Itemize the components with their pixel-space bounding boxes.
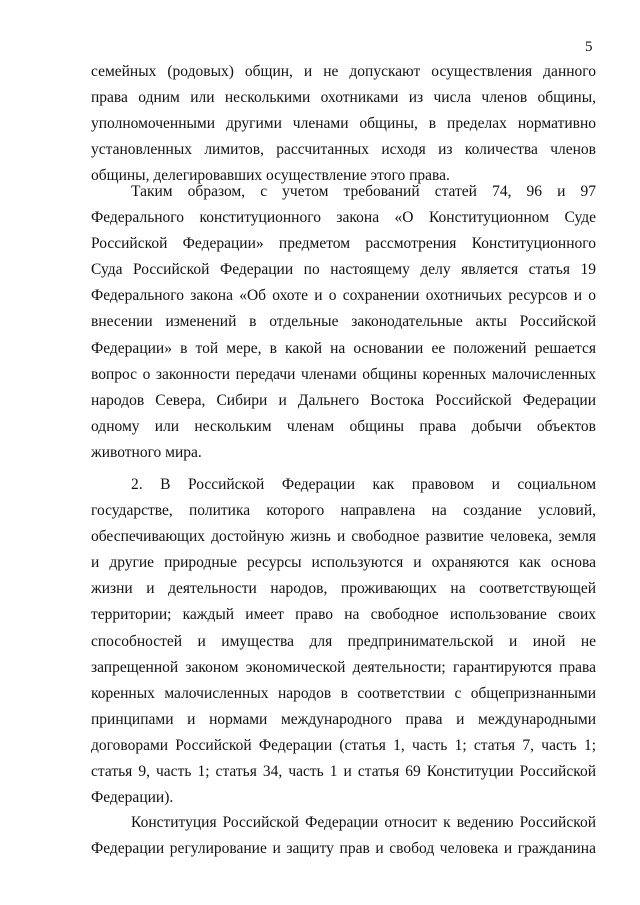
text-line: обеспечивающих достойную жизнь и свободное развитие человека, земля bbox=[91, 528, 596, 546]
text-line: внесении изменений в отдельные законодательные акты Российской bbox=[91, 313, 596, 331]
text-line: общины, делегировавших осуществление этого права. bbox=[91, 167, 450, 185]
text-line: Суда Российской Федерации по настоящему делу является статья 19 bbox=[91, 261, 596, 279]
text-line: установленных лимитов, рассчитанных исходя из количества членов bbox=[91, 141, 596, 159]
text-line: вопрос о законности передачи членами общины коренных малочисленных bbox=[91, 365, 596, 383]
text-line: права одним или несколькими охотниками из числа членов общины, bbox=[91, 89, 596, 107]
text-line: запрещенной законом экономической деятельности; гарантируются права bbox=[91, 658, 596, 676]
paragraph-4 bbox=[91, 810, 596, 862]
text-line: Федерации» в той мере, в какой на основании ее положений решается bbox=[91, 339, 596, 357]
text-line: договорами Российской Федерации (статья 1, часть 1; статья 7, часть 1; bbox=[91, 736, 596, 754]
text-line: коренных малочисленных народов в соответствии с общепризнанными bbox=[91, 684, 596, 702]
text-line: способностей и имущества для предпринимательской и иной не bbox=[91, 632, 596, 650]
text-line: Конституция Российской Федерации относит к ведению Российской bbox=[131, 814, 596, 831]
paragraph-2 bbox=[91, 179, 596, 466]
text-line: 2. В Российской Федерации как правовом и социальном bbox=[131, 476, 596, 493]
text-line: государстве, политика которого направлена на создание условий, bbox=[91, 502, 596, 520]
text-line: Федерального закона «Об охоте и о сохранении охотничьих ресурсов и о bbox=[91, 287, 596, 305]
text-line: народов Севера, Сибири и Дальнего Востока Российской Федерации bbox=[91, 391, 596, 409]
text-line: семейных (родовых) общин, и не допускают осуществления данного bbox=[91, 63, 596, 80]
text-line: и другие природные ресурсы используются и охраняются как основа bbox=[91, 554, 596, 572]
text-line: Таким образом, с учетом требований статей 74, 96 и 97 bbox=[131, 183, 596, 200]
text-line: животного мира. bbox=[91, 443, 202, 461]
text-line: одному или нескольким членам общины права добычи объектов bbox=[91, 417, 596, 435]
text-line: уполномоченными другими членами общины, в пределах нормативно bbox=[91, 115, 596, 133]
text-line: Федерации регулирование и защиту прав и свобод человека и гражданина bbox=[91, 840, 596, 858]
page-number: 5 bbox=[585, 39, 593, 55]
paragraph-1 bbox=[91, 59, 596, 189]
text-line: Федерации). bbox=[91, 789, 174, 807]
text-line: статья 9, часть 1; статья 34, часть 1 и статья 69 Конституции Российской bbox=[91, 763, 596, 781]
paragraph-3 bbox=[91, 472, 596, 811]
text-line: принципами и нормами международного права и международными bbox=[91, 710, 596, 728]
text-line: жизни и деятельности народов, проживающих на соответствующей bbox=[91, 580, 596, 598]
text-line: территории; каждый имеет право на свободное использование своих bbox=[91, 606, 596, 624]
text-line: Федерального конституционного закона «О Конституционном Суде bbox=[91, 209, 596, 227]
text-line: Российской Федерации» предметом рассмотрения Конституционного bbox=[91, 235, 596, 253]
